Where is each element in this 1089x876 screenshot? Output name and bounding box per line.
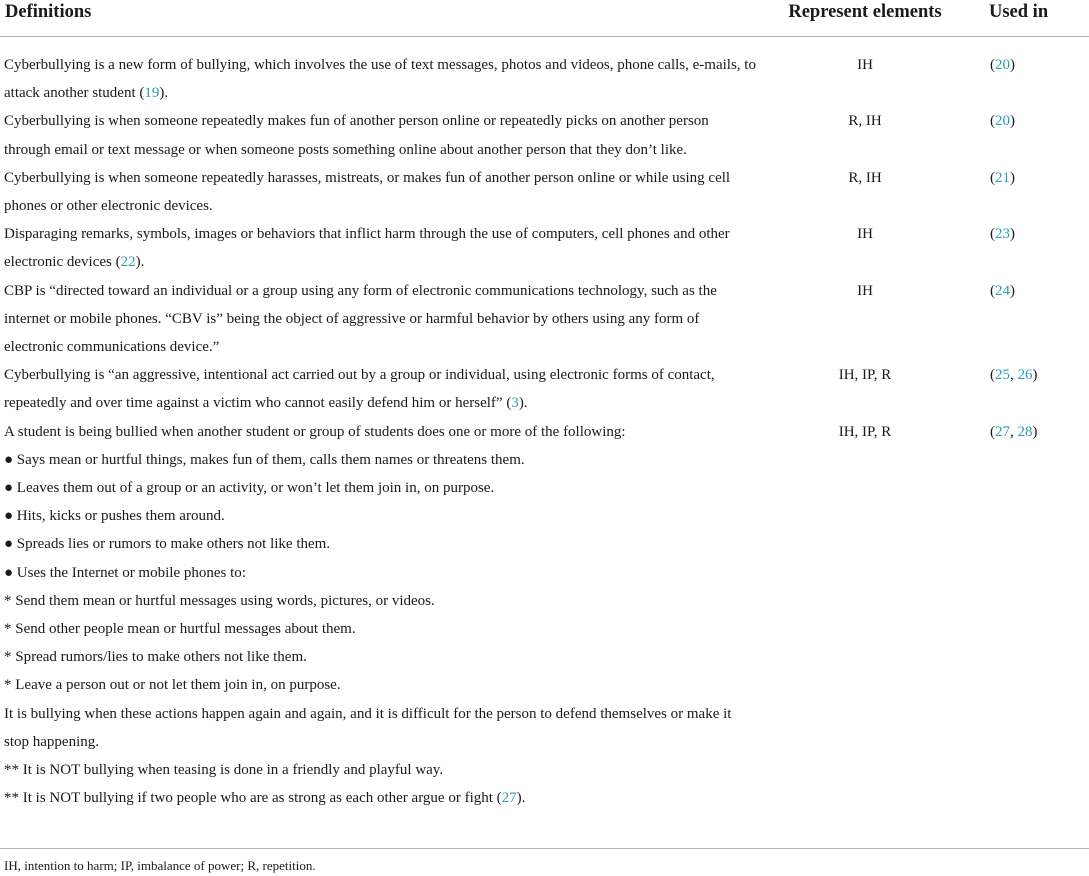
definition-text: ● Uses the Internet or mobile phones to: bbox=[4, 564, 246, 581]
definition-text: ● Leaves them out of a group or an activity, or won’t let them join in, on purpose. bbox=[4, 480, 495, 497]
definition-text: Cyberbullying is when someone repeatedly makes fun of another person online or repeatedly picks on another person through email or text message or when someone posts something online about another person that they don’t like. bbox=[4, 113, 709, 158]
citation-punctuation: ( bbox=[990, 423, 995, 440]
definition-text: ** It is NOT bullying when teasing is done in a friendly and playful way. bbox=[4, 762, 444, 779]
citation-punctuation: ( bbox=[990, 226, 995, 243]
table-row bbox=[0, 361, 1089, 417]
definition-text-end: ). bbox=[159, 85, 169, 102]
definition-text: It is bullying when these actions happen again and again, and it is difficult for the person to defend themselves or make it stop happening. bbox=[4, 705, 732, 750]
citation-link[interactable]: 25 bbox=[995, 367, 1010, 384]
citation-link[interactable]: 22 bbox=[120, 254, 136, 271]
definition-cell bbox=[0, 164, 770, 220]
definition-line bbox=[4, 587, 756, 615]
table-row bbox=[0, 277, 1089, 362]
definition-line bbox=[4, 671, 756, 699]
citation-punctuation: ( bbox=[990, 367, 995, 384]
definition-line bbox=[4, 756, 756, 784]
table-header-row bbox=[0, 0, 1089, 37]
citation-link[interactable]: 3 bbox=[511, 395, 519, 412]
used-in-cell bbox=[960, 418, 1089, 813]
definition-line bbox=[4, 700, 756, 756]
definition-text: Cyberbullying is a new form of bullying, which involves the use of text messages, photos and videos, phone calls, e-mails, to attack another student ( bbox=[4, 57, 756, 102]
citation-link[interactable]: 20 bbox=[995, 57, 1010, 73]
header-used-in: Used in bbox=[960, 0, 1089, 37]
definition-text: ** It is NOT bullying if two people who are as strong as each other argue or fight ( bbox=[4, 790, 502, 807]
definition-text: ● Spreads lies or rumors to make others not like them. bbox=[4, 536, 331, 553]
citation-punctuation: ) bbox=[1032, 367, 1038, 384]
citation-link[interactable]: 27 bbox=[995, 423, 1010, 440]
table-row bbox=[0, 37, 1089, 108]
used-in-cell bbox=[960, 220, 1089, 276]
definition-text: A student is being bullied when another student or group of students does one or more of the following: bbox=[4, 423, 626, 440]
definition-text: * Send other people mean or hurtful messages about them. bbox=[4, 621, 356, 638]
citation-punctuation: ( bbox=[990, 57, 995, 73]
elements-cell: R, IH bbox=[848, 169, 882, 186]
definition-cell bbox=[0, 418, 770, 813]
citation-link[interactable]: 21 bbox=[995, 169, 1010, 186]
definition-line bbox=[4, 446, 756, 474]
table-row bbox=[0, 220, 1089, 276]
definition-line bbox=[4, 784, 756, 812]
definition-text-end: ). bbox=[516, 790, 526, 807]
definition-cell bbox=[0, 361, 770, 417]
citation-punctuation: ) bbox=[1032, 423, 1038, 440]
definition-text: * Send them mean or hurtful messages using words, pictures, or videos. bbox=[4, 592, 435, 609]
definition-cell bbox=[0, 37, 770, 108]
elements-cell: IH bbox=[857, 57, 873, 73]
definition-text: Cyberbullying is “an aggressive, intentional act carried out by a group or individual, using electronic forms of contact, repeatedly and over time against a victim who cannot easily defend him or herself” ( bbox=[4, 367, 715, 412]
citation-punctuation: , bbox=[1010, 367, 1018, 384]
definition-cell bbox=[0, 107, 770, 163]
definition-line bbox=[4, 502, 756, 530]
definition-line bbox=[4, 559, 756, 587]
definition-line bbox=[4, 474, 756, 502]
definition-text: * Leave a person out or not let them join in, on purpose. bbox=[4, 677, 341, 694]
citation-link[interactable]: 23 bbox=[995, 226, 1010, 243]
used-in-cell bbox=[960, 107, 1089, 163]
table-row bbox=[0, 164, 1089, 220]
citation-punctuation: ) bbox=[1010, 226, 1015, 243]
citation-link[interactable]: 27 bbox=[501, 790, 517, 807]
citation-link[interactable]: 28 bbox=[1017, 423, 1033, 440]
citation-punctuation: ( bbox=[990, 113, 995, 130]
table-footnote: IH, intention to harm; IP, imbalance of power; R, repetition. bbox=[0, 848, 1089, 874]
elements-cell: IH, IP, R bbox=[838, 367, 892, 384]
definition-text-end: ). bbox=[135, 254, 145, 271]
definition-text: CBP is “directed toward an individual or a group using any form of electronic communications technology, such as the internet or mobile phones. “CBV is” being the object of aggressive or harmful behavior by others using any form of electronic communications device.” bbox=[4, 282, 717, 356]
elements-cell: IH bbox=[857, 282, 873, 299]
citation-link[interactable]: 24 bbox=[995, 282, 1010, 299]
definition-line bbox=[4, 530, 756, 558]
header-represent-elements: Represent elements bbox=[770, 0, 960, 37]
table-row bbox=[0, 107, 1089, 163]
citation-link[interactable]: 26 bbox=[1017, 367, 1033, 384]
definition-cell bbox=[0, 220, 770, 276]
elements-cell: R, IH bbox=[848, 113, 882, 130]
definition-text: * Spread rumors/lies to make others not like them. bbox=[4, 649, 307, 666]
citation-punctuation: ) bbox=[1010, 113, 1015, 130]
used-in-cell bbox=[960, 361, 1089, 417]
citation-punctuation: , bbox=[1010, 423, 1018, 440]
header-definitions: Definitions bbox=[0, 0, 770, 37]
used-in-cell bbox=[960, 164, 1089, 220]
table-row bbox=[0, 418, 1089, 813]
definition-text-end: ). bbox=[518, 395, 528, 412]
used-in-cell bbox=[960, 37, 1089, 108]
definition-text: Disparaging remarks, symbols, images or behaviors that inflict harm through the use of computers, cell phones and other electronic devices ( bbox=[4, 226, 730, 271]
table-body bbox=[0, 37, 1089, 813]
citation-punctuation: ) bbox=[1010, 57, 1015, 73]
citation-link[interactable]: 19 bbox=[144, 85, 160, 102]
used-in-cell bbox=[960, 277, 1089, 362]
citation-punctuation: ) bbox=[1010, 169, 1015, 186]
citation-link[interactable]: 20 bbox=[995, 113, 1010, 130]
definition-cell bbox=[0, 277, 770, 362]
citation-punctuation: ( bbox=[990, 282, 995, 299]
elements-cell: IH bbox=[857, 226, 873, 243]
definition-line bbox=[4, 643, 756, 671]
definition-text: ● Says mean or hurtful things, makes fun of them, calls them names or threatens them. bbox=[4, 451, 525, 468]
elements-cell: IH, IP, R bbox=[838, 423, 892, 440]
definition-text: ● Hits, kicks or pushes them around. bbox=[4, 508, 225, 525]
definition-text: Cyberbullying is when someone repeatedly harasses, mistreats, or makes fun of another person online or while using cell phones or other electronic devices. bbox=[4, 169, 731, 215]
definition-line bbox=[4, 418, 756, 446]
definition-line bbox=[4, 615, 756, 643]
citation-punctuation: ( bbox=[990, 169, 995, 186]
citation-punctuation: ) bbox=[1010, 282, 1015, 299]
